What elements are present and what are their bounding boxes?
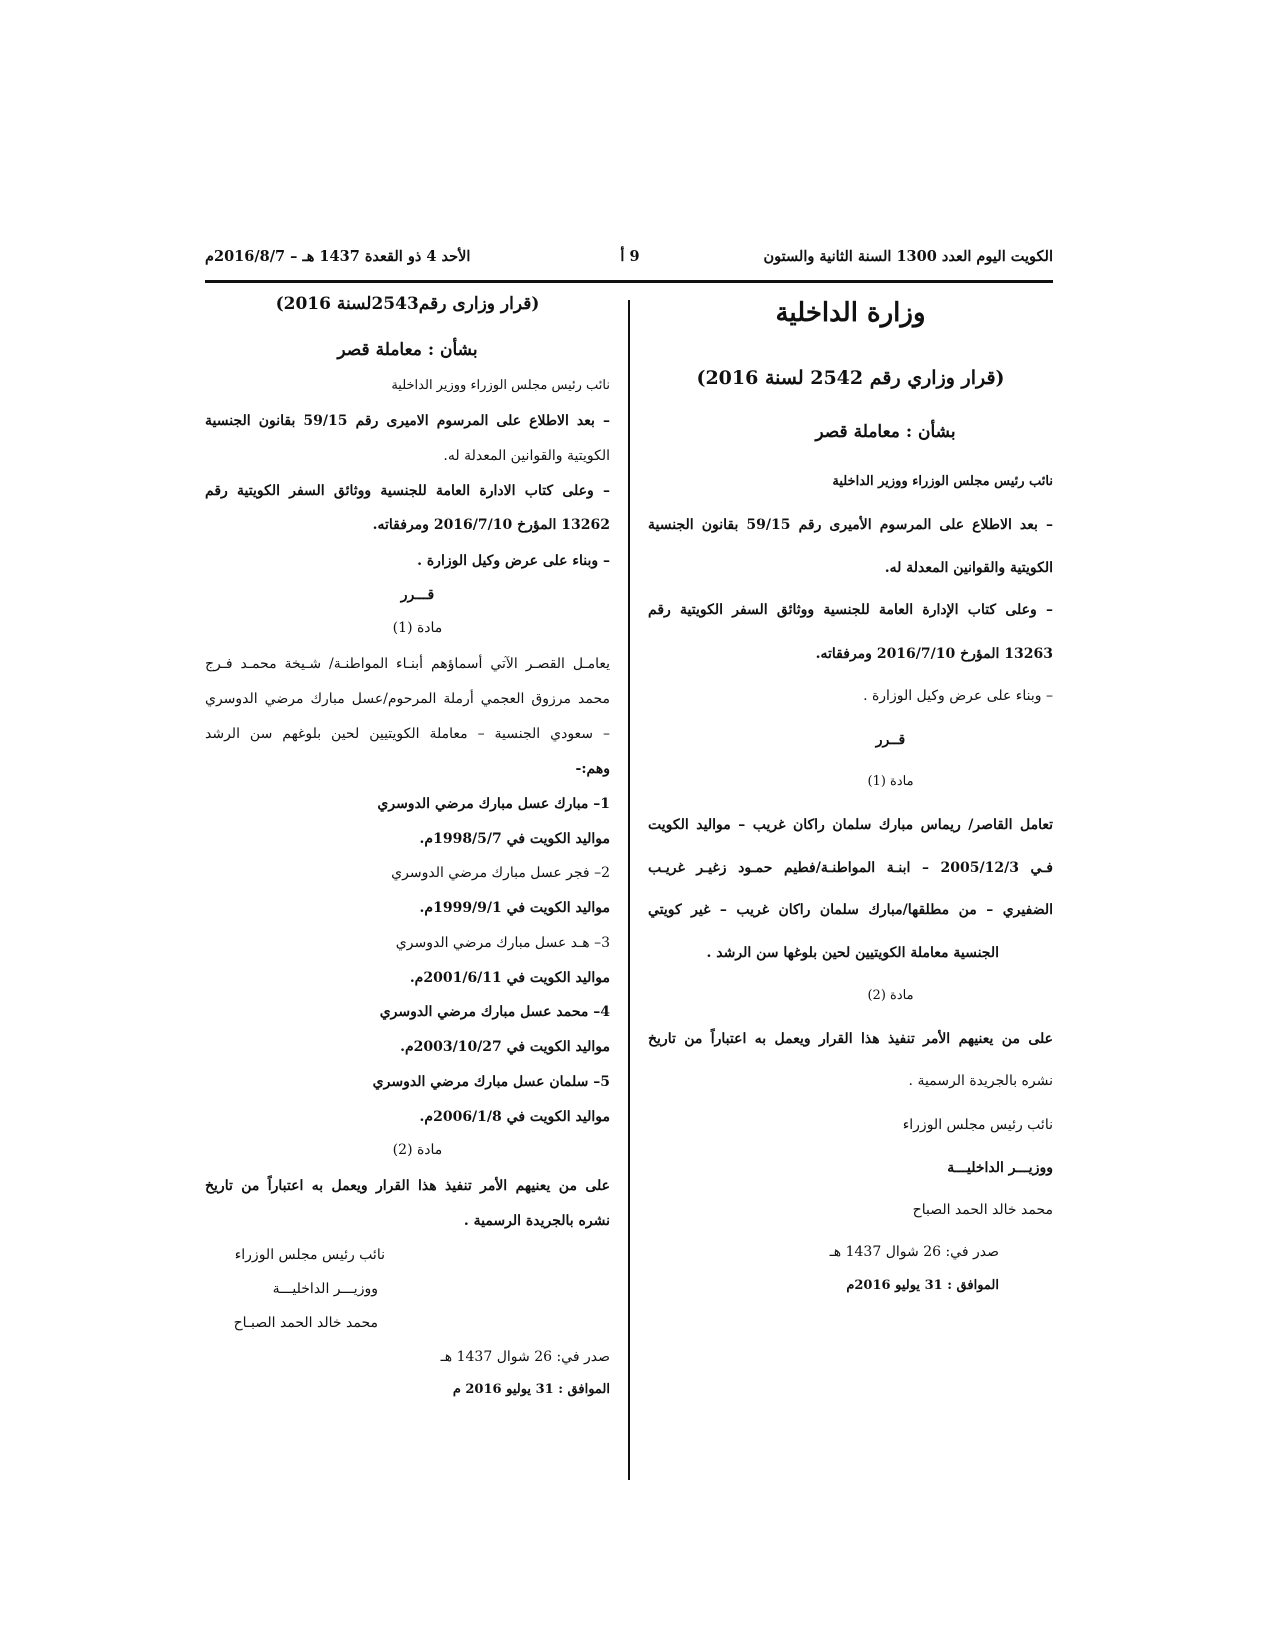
preamble-2-line-2: 13263 المؤرخ 2016/7/10 ومرفقاته. [815, 646, 1053, 662]
child-4-birth: مواليد الكويت في 2003/10/27م. [400, 1039, 610, 1055]
article-1-line-4: الجنسية معاملة الكويتيين لحين بلوغها سن الرشد . [706, 945, 999, 961]
header-rule [205, 280, 1053, 283]
issued-date: صدر في: 26 شوال 1437 هـ [440, 1349, 610, 1365]
article-2-line-1: على من يعنيهم الأمر تنفيذ هذا القرار ويعمل به اعتباراً من تاريخ [648, 1031, 1053, 1047]
column-divider [628, 300, 630, 1480]
issue-date: الأحد 4 ذو القعدة 1437 هـ – 2016/8/7م [205, 248, 471, 265]
child-5-name: 5– سلمان عسل مبارك مرضي الدوسري [372, 1074, 610, 1090]
ministry-title: وزارة الداخلية [775, 298, 926, 328]
signature-name: محمد خالد الحمد الصبـاح [233, 1315, 378, 1331]
decree-title: (قرار وزاري رقم 2542 لسنة 2016) [696, 367, 1005, 389]
preamble-3: – وبناء على عرض وكيل الوزارة . [863, 688, 1053, 704]
page-header [205, 248, 1053, 270]
issuer-line: نائب رئيس مجلس الوزراء ووزير الداخلية [832, 474, 1053, 489]
decided-heading: قـــرر [400, 587, 435, 603]
issuer-line: نائب رئيس مجلس الوزراء ووزير الداخلية [391, 378, 610, 393]
preamble-3: – وبناء على عرض وكيل الوزارة . [417, 553, 610, 569]
child-2-name: 2– فجر عسل مبارك مرضي الدوسري [391, 865, 610, 881]
article-2-heading: مادة (2) [392, 1142, 443, 1158]
child-1-name: 1– مبارك عسل مبارك مرضي الدوسري [377, 796, 610, 812]
preamble-2-line-1: – وعلى كتاب الادارة العامة للجنسية ووثائق السفر الكويتية رقم [205, 483, 610, 499]
signature-title-1: نائب رئيس مجلس الوزراء [902, 1117, 1053, 1133]
child-3-name: 3– هـد عسل مبارك مرضي الدوسري [395, 935, 610, 951]
preamble-1-line-1: – بعد الاطلاع على المرسوم الاميرى رقم 59/15 بقانون الجنسية [205, 413, 610, 429]
preamble-2-line-2: 13262 المؤرخ 2016/7/10 ومرفقاته. [372, 517, 610, 533]
decree-subject: بشأن : معاملة قصر [337, 340, 478, 360]
article-2-heading: مادة (2) [867, 988, 914, 1003]
article-1-line-2: محمد مرزوق العجمي أرملة المرحوم/عسل مبارك مرضي الدوسري [205, 691, 610, 707]
gazette-issue: الكويت اليوم العدد 1300 السنة الثانية والستون [763, 248, 1053, 265]
corresponding-date: الموافق : 31 يوليو 2016 م [452, 1382, 610, 1397]
article-1-heading: مادة (1) [867, 774, 914, 789]
page-number: 9 أ [620, 248, 640, 265]
signature-name: محمد خالد الحمد الصباح [912, 1202, 1053, 1218]
article-1-heading: مادة (1) [392, 620, 443, 636]
article-1-line-3: – سعودي الجنسية – معاملة الكويتيين لحين بلوغهم سن الرشد [205, 726, 610, 742]
child-4-name: 4– محمد عسل مبارك مرضي الدوسري [379, 1004, 610, 1020]
preamble-1-line-1: – بعد الاطلاع على المرسوم الأميرى رقم 59/15 بقانون الجنسية [648, 517, 1053, 533]
signature-title-2: ووزيـــر الداخليـــة [272, 1281, 378, 1297]
signature-title-2: ووزيـــر الداخليـــة [947, 1160, 1053, 1176]
preamble-1-line-2: الكويتية والقوانين المعدلة له. [443, 448, 610, 464]
decided-heading: قــرر [875, 732, 906, 748]
corresponding-date: الموافق : 31 يوليو 2016م [846, 1278, 999, 1293]
article-1-line-2: فـي 2005/12/3 – ابنـة المواطنـة/فطيم حمـود زغيـر غريـب [648, 860, 1053, 876]
preamble-2-line-1: – وعلى كتاب الإدارة العامة للجنسية ووثائق السفر الكويتية رقم [648, 602, 1053, 618]
decree-subject: بشأن : معاملة قصر [815, 422, 956, 442]
issued-date: صدر في: 26 شوال 1437 هـ [829, 1244, 999, 1260]
article-1-line-1: يعامـل القصـر الآتي أسماؤهم أبنـاء المواطنـة/ شـيخة محمـد فـرج [205, 656, 610, 672]
article-2-line-2: نشره بالجريدة الرسمية . [908, 1073, 1053, 1089]
article-1-line-4: وهم:- [575, 761, 610, 777]
article-1-line-1: تعامل القاصر/ ريماس مبارك سلمان راكان غريب – مواليد الكويت [648, 817, 1053, 833]
child-2-birth: مواليد الكويت في 1999/9/1م. [419, 900, 610, 916]
article-2-line-2: نشره بالجريدة الرسمية . [463, 1213, 610, 1229]
child-3-birth: مواليد الكويت في 2001/6/11م. [409, 970, 610, 986]
article-1-line-3: الضفيري – من مطلقها/مبارك سلمان راكان غريب – غير كويتي [648, 902, 1053, 918]
preamble-1-line-2: الكويتية والقوانين المعدلة له. [884, 560, 1053, 576]
child-1-birth: مواليد الكويت في 1998/5/7م. [419, 831, 610, 847]
signature-title-1: نائب رئيس مجلس الوزراء [234, 1247, 385, 1263]
child-5-birth: مواليد الكويت في 2006/1/8م. [419, 1109, 610, 1125]
decree-title: (قرار وزارى رقم2543لسنة 2016) [275, 294, 540, 314]
article-2-line-1: على من يعنيهم الأمر تنفيذ هذا القرار ويعمل به اعتباراً من تاريخ [205, 1178, 610, 1194]
